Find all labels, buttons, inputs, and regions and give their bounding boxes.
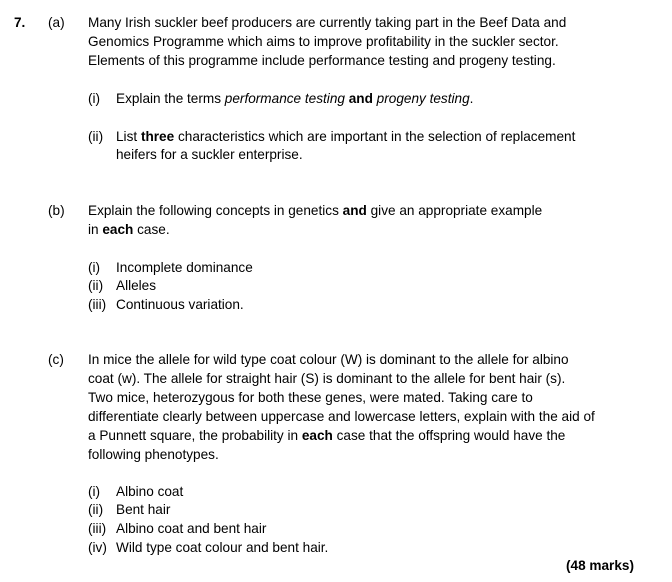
part-a-ii-line-2: heifers for a suckler enterprise. bbox=[116, 147, 303, 162]
part-c-line-1: In mice the allele for wild type coat colour (W) is dominant to the allele for albino bbox=[88, 352, 569, 367]
part-b-ii-text: Alleles bbox=[116, 278, 157, 293]
part-b-iii-text: Continuous variation. bbox=[116, 297, 244, 312]
part-b-i-label: (i) bbox=[88, 260, 101, 275]
part-a-line-1: Many Irish suckler beef producers are currently taking part in the Beef Data and bbox=[88, 15, 567, 30]
part-a-line-2: Genomics Programme which aims to improve profitability in the suckler sector. bbox=[88, 34, 559, 49]
total-marks: (48 marks) bbox=[565, 558, 634, 573]
part-c-iv-text: Wild type coat colour and bent hair. bbox=[116, 540, 329, 555]
part-c-iv-label: (iv) bbox=[88, 540, 107, 555]
part-c-i-text: Albino coat bbox=[116, 484, 184, 499]
part-c-line-3: Two mice, heterozygous for both these genes, were mated. Taking care to bbox=[88, 390, 533, 405]
part-b-ii-label: (ii) bbox=[88, 278, 104, 293]
part-c-iii-text: Albino coat and bent hair bbox=[116, 521, 267, 536]
part-c-iii-label: (iii) bbox=[88, 521, 107, 536]
question-number: 7. bbox=[14, 15, 26, 30]
part-b-iii-label: (iii) bbox=[88, 297, 107, 312]
part-b-line-1: Explain the following concepts in genetics and give an appropriate example bbox=[88, 203, 543, 218]
part-a-i-text: Explain the terms performance testing and progeny testing. bbox=[116, 91, 474, 106]
part-b-i-text: Incomplete dominance bbox=[116, 260, 253, 275]
part-b-label: (b) bbox=[48, 203, 65, 218]
part-c-i-label: (i) bbox=[88, 484, 101, 499]
part-a-label: (a) bbox=[48, 15, 65, 30]
part-c-line-2: coat (w). The allele for straight hair (S) is dominant to the allele for bent hair (s). bbox=[88, 371, 566, 386]
part-c-line-6: following phenotypes. bbox=[88, 447, 219, 462]
part-c-label: (c) bbox=[48, 352, 64, 367]
part-a-ii-line-1: List three characteristics which are important in the selection of replacement bbox=[116, 129, 576, 144]
part-b-line-2: in each case. bbox=[88, 222, 170, 237]
part-a-i-label: (i) bbox=[88, 91, 101, 106]
part-c-ii-label: (ii) bbox=[88, 502, 104, 517]
part-c-line-4: differentiate clearly between uppercase and lowercase letters, explain with the aid of bbox=[88, 409, 595, 424]
part-c-line-5: a Punnett square, the probability in each case that the offspring would have the bbox=[88, 428, 566, 443]
part-c-ii-text: Bent hair bbox=[116, 502, 171, 517]
part-a-line-3: Elements of this programme include performance testing and progeny testing. bbox=[88, 53, 556, 68]
part-a-ii-label: (ii) bbox=[88, 129, 104, 144]
